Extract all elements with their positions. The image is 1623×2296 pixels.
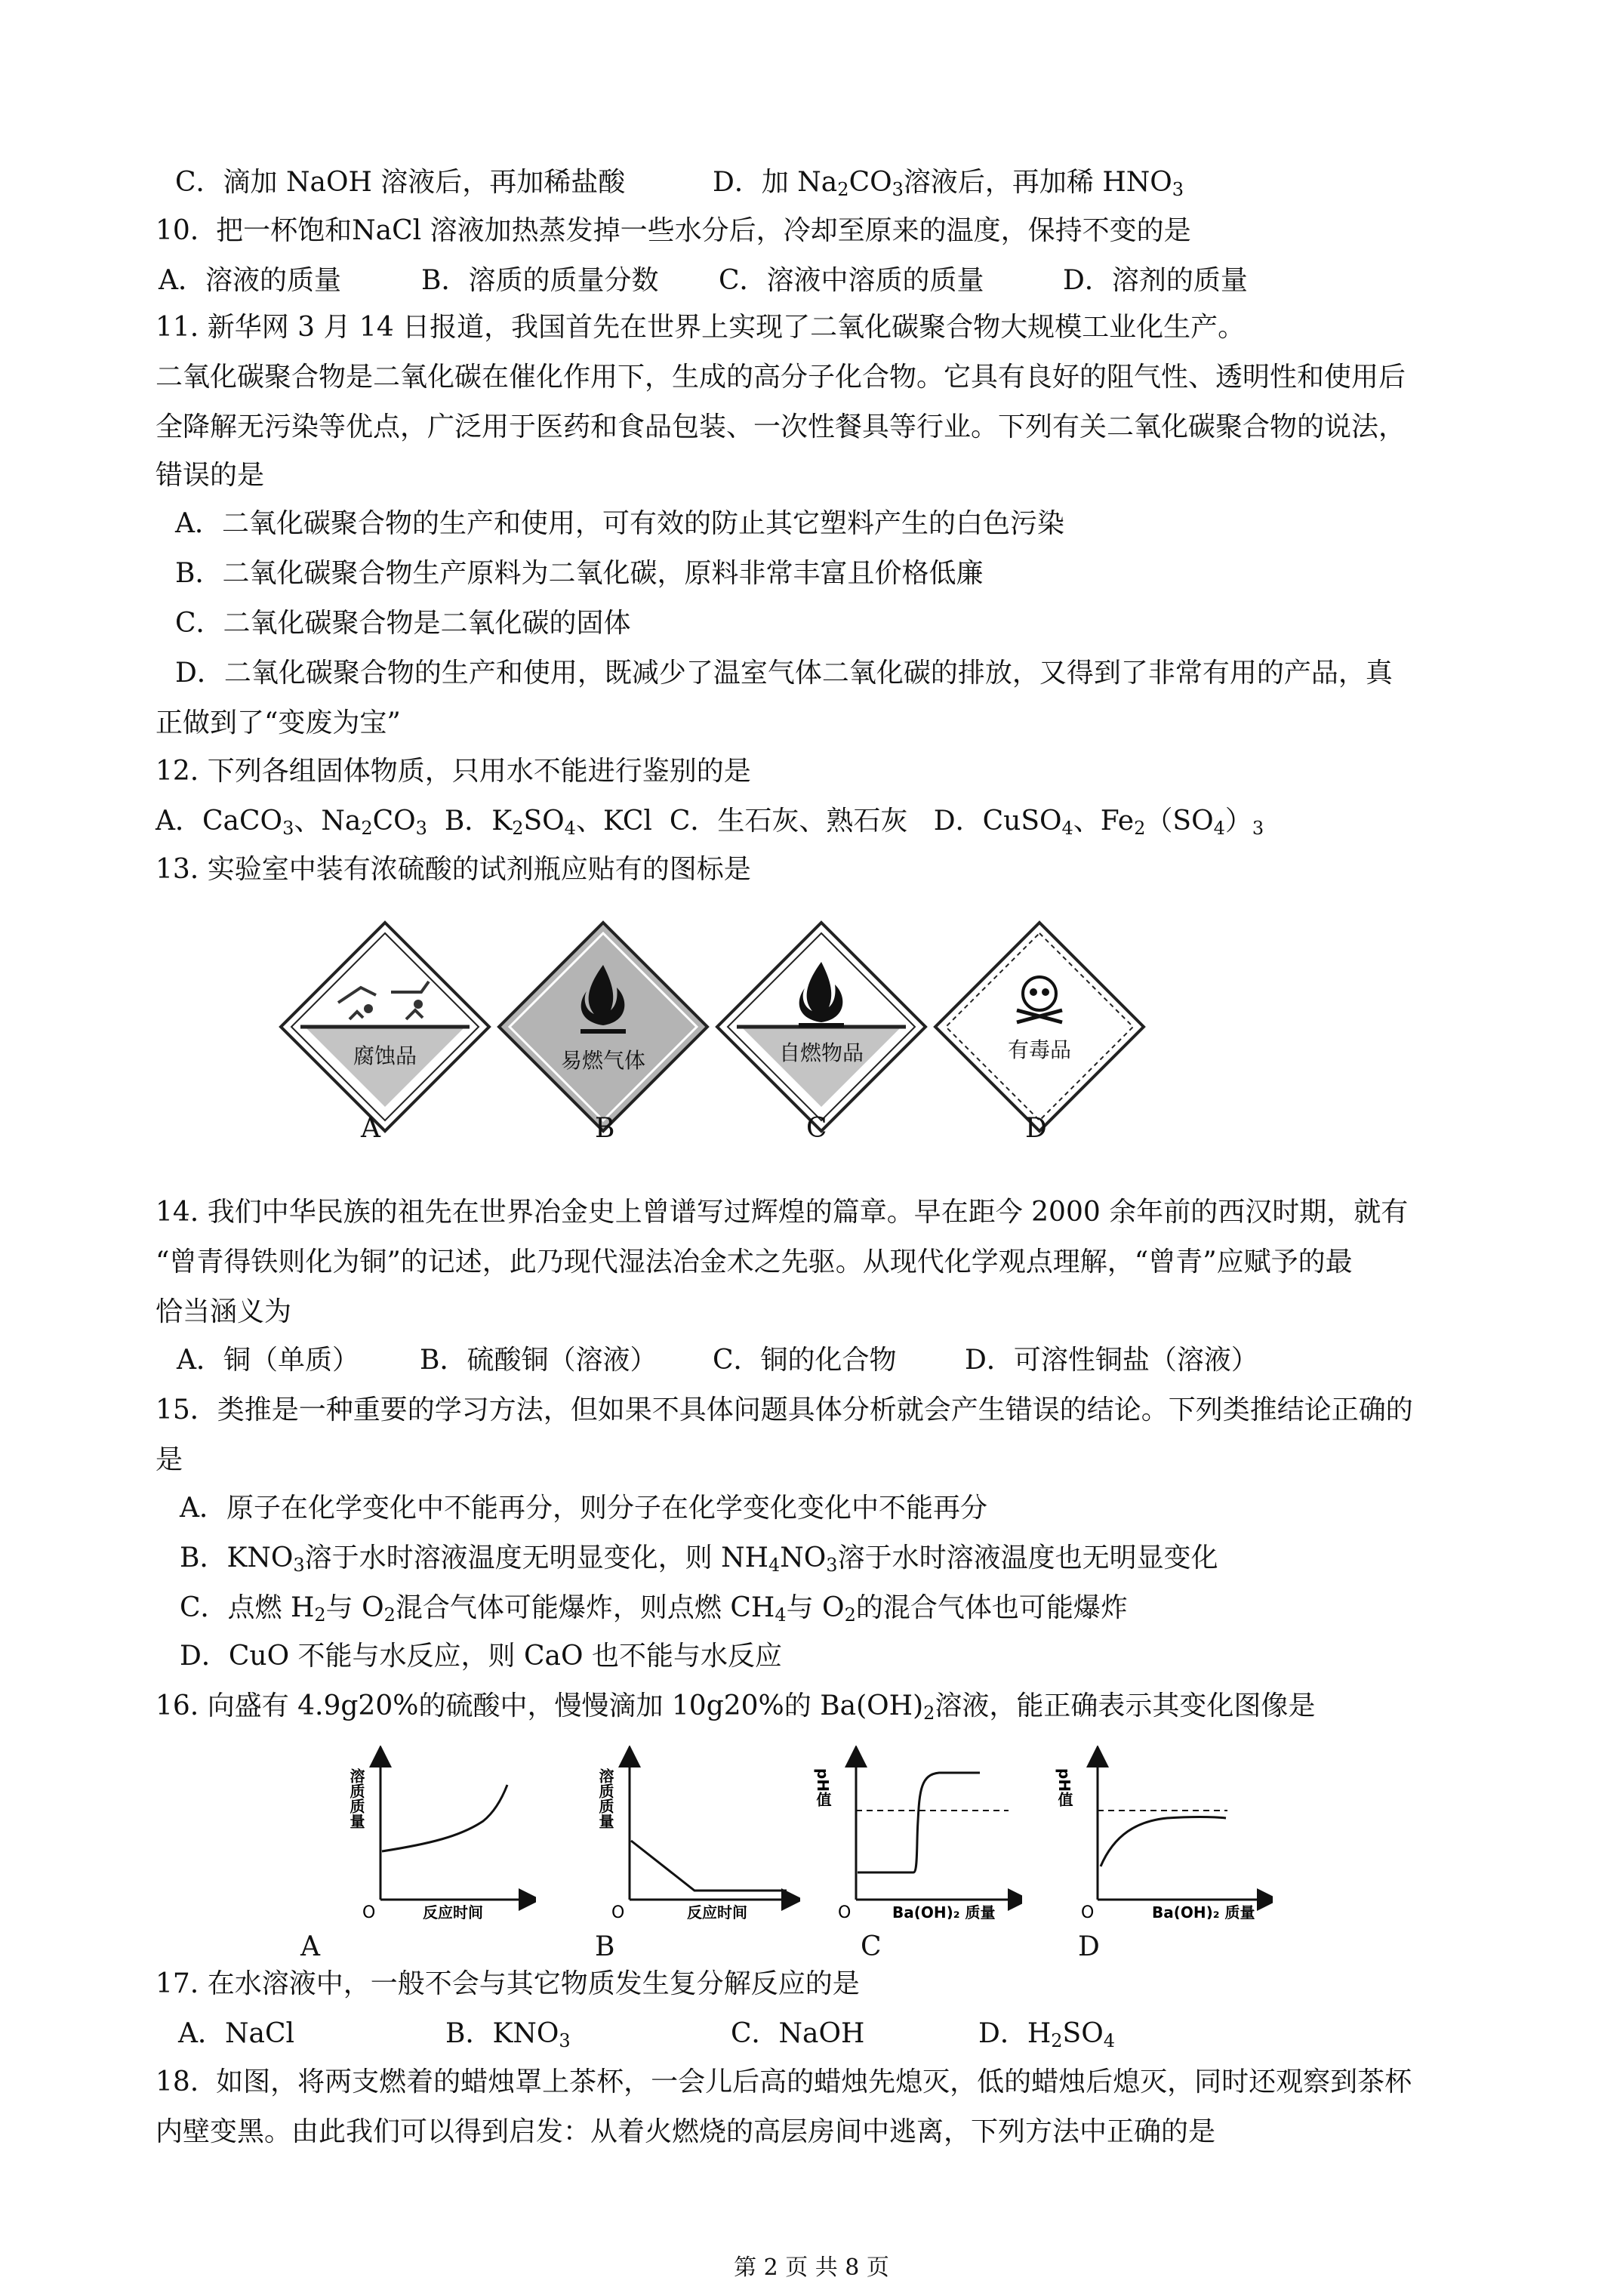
graph-b — [589, 1746, 800, 1919]
graph-b-origin: O — [611, 1903, 625, 1919]
q13-label-c: C — [806, 1113, 827, 1144]
graph-d-origin: O — [1081, 1903, 1095, 1919]
corrosive-sign-icon — [278, 920, 492, 1134]
q15-line-2: 是 — [156, 1444, 183, 1475]
q17-option-c: C．NaOH — [731, 2018, 865, 2049]
q16-label-c: C — [861, 1931, 882, 1962]
graph-a-origin: O — [362, 1903, 376, 1919]
q14-option-c: C．铜的化合物 — [713, 1345, 897, 1376]
q16-stem: 16. 向盛有 4.9g20%的硫酸中，慢慢滴加 10g20%的 $Ba(OH)_2$溶液，能正确表示其变化图像是 — [156, 1690, 1316, 1724]
q17-stem: 17. 在水溶液中，一般不会与其它物质发生复分解反应的是 — [156, 1968, 860, 1999]
q11-option-d-line-1: D．二氧化碳聚合物的生产和使用，既减少了温室气体二氧化碳的排放，又得到了非常有用的产品，真 — [175, 658, 1393, 689]
q12-options: A．CaCO$_3$、$Na_2CO_3$ B．$K_2SO_4$、KCl C．生石灰、熟石灰 D．CuSO$_4$、$Fe_2(SO_4)_3$ — [156, 806, 1264, 839]
graph-c-ylabel: pH值 — [814, 1768, 832, 1808]
q11-line-3: 全降解无污染等优点，广泛用于医药和食品包装、一次性餐具等行业。下列有关二氧化碳聚合物的说法， — [156, 411, 1406, 442]
q15-option-c: C．点燃 $H_2$与 $O_2$混合气体可能爆炸，则点燃 $CH_4$与 $O_2$的混合气体也可能爆炸 — [180, 1592, 1128, 1626]
q13-label-a: A — [361, 1113, 380, 1144]
q14-option-a: A．铜（单质） — [177, 1345, 359, 1376]
q13-label-d: D — [1025, 1113, 1047, 1144]
graph-d-ylabel: pH值 — [1055, 1768, 1073, 1808]
q18-line-2: 内壁变黑。由此我们可以得到启发：从着火燃烧的高层房间中逃离，下列方法中正确的是 — [156, 2116, 1216, 2147]
q10-option-c: C．溶液中溶质的质量 — [719, 265, 984, 296]
q15-line-1: 15．类推是一种重要的学习方法，但如果不具体问题具体分析就会产生错误的结论。下列类推结论正确的 — [156, 1395, 1413, 1425]
graph-c — [811, 1746, 1022, 1919]
q10-option-d: D．溶剂的质量 — [1063, 265, 1248, 296]
q9-option-d: D．加 $Na_2CO_3$溶液后，再加稀 $HNO_3$ — [713, 167, 1184, 200]
q14-line-2: “曾青得铁则化为铜”的记述，此乃现代湿法冶金术之先驱。从现代化学观点理解，“曾青”应赋予的最 — [156, 1247, 1353, 1277]
q17-option-d: D．$H_2SO_4$ — [978, 2018, 1116, 2051]
graph-d-xlabel: Ba(OH)₂ 质量 — [1152, 1903, 1255, 1919]
q11-option-a: A．二氧化碳聚合物的生产和使用，可有效的防止其它塑料产生的白色污染 — [175, 508, 1064, 539]
q13-label-b: B — [595, 1113, 615, 1144]
q11-option-d-line-2: 正做到了“变废为宝” — [156, 707, 401, 738]
spontaneous-combustion-sign-icon — [714, 920, 929, 1134]
q14-line-3: 恰当涵义为 — [156, 1296, 292, 1327]
q11-option-b: B．二氧化碳聚合物生产原料为二氧化碳，原料非常丰富且价格低廉 — [175, 558, 984, 589]
q16-label-d: D — [1078, 1931, 1100, 1962]
q15-option-a: A．原子在化学变化中不能再分，则分子在化学变化变化中不能再分 — [180, 1493, 987, 1524]
q9-option-c: C．滴加 NaOH 溶液后，再加稀盐酸 — [175, 167, 626, 198]
q10-option-b: B．溶质的质量分数 — [421, 265, 659, 296]
graph-a-ylabel: 溶质质量 — [347, 1768, 365, 1829]
graph-d — [1054, 1746, 1273, 1919]
q15-option-b: B．$KNO_3$溶于水时溶液温度无明显变化，则 $NH_4NO_3$溶于水时溶液温度也无明显变化 — [180, 1542, 1218, 1576]
sign-label-d: 有毒品 — [1007, 1037, 1072, 1062]
q13-stem: 13. 实验室中装有浓硫酸的试剂瓶应贴有的图标是 — [156, 854, 751, 885]
q12-stem: 12. 下列各组固体物质，只用水不能进行鉴别的是 — [156, 756, 751, 787]
q10-option-a: A．溶液的质量 — [159, 265, 341, 296]
sign-label-c: 自燃物品 — [778, 1040, 864, 1065]
graph-b-ylabel: 溶质质量 — [596, 1768, 614, 1829]
graph-a — [332, 1746, 536, 1919]
page-footer: 第 2 页 共 8 页 — [734, 2254, 889, 2281]
flammable-gas-sign-icon — [496, 920, 710, 1134]
q15-option-d: D．CuO 不能与水反应，则 CaO 也不能与水反应 — [180, 1641, 782, 1672]
q16-label-a: A — [300, 1931, 320, 1962]
graph-a-xlabel: 反应时间 — [423, 1903, 483, 1919]
q17-option-b: B．$KNO_3$ — [445, 2018, 571, 2051]
sign-label-b: 易燃气体 — [560, 1048, 646, 1073]
graph-b-xlabel: 反应时间 — [687, 1903, 747, 1919]
graph-c-origin: O — [838, 1903, 852, 1919]
q11-line-4: 错误的是 — [156, 460, 265, 491]
q14-option-d: D．可溶性铜盐（溶液） — [965, 1345, 1258, 1376]
q16-label-b: B — [595, 1931, 615, 1962]
q14-line-1: 14. 我们中华民族的祖先在世界冶金史上曾谱写过辉煌的篇章。早在距今 2000 余年前的西汉时期，就有 — [156, 1197, 1409, 1228]
graph-c-xlabel: Ba(OH)₂ 质量 — [892, 1903, 996, 1919]
q11-option-c: C．二氧化碳聚合物是二氧化碳的固体 — [175, 608, 631, 639]
q10-stem: 10. 把一杯饱和NaCl 溶液加热蒸发掉一些水分后，冷却至原来的温度，保持不变的是 — [156, 215, 1191, 246]
q17-option-a: A．NaCl — [178, 2018, 295, 2049]
sign-label-a: 腐蚀品 — [353, 1043, 417, 1068]
q11-line-1: 11. 新华网 3 月 14 日报道，我国首先在世界上实现了二氧化碳聚合物大规模工业化生产。 — [156, 312, 1246, 343]
q18-line-1: 18. 如图，将两支燃着的蜡烛罩上茶杯，一会儿后高的蜡烛先熄灭，低的蜡烛后熄灭，同时还观察到茶杯 — [156, 2066, 1412, 2097]
q11-line-2: 二氧化碳聚合物是二氧化碳在催化作用下，生成的高分子化合物。它具有良好的阻气性、透明性和使用后 — [156, 362, 1406, 393]
toxic-sign-icon — [932, 920, 1147, 1134]
q14-option-b: B．硫酸铜（溶液） — [420, 1345, 658, 1376]
